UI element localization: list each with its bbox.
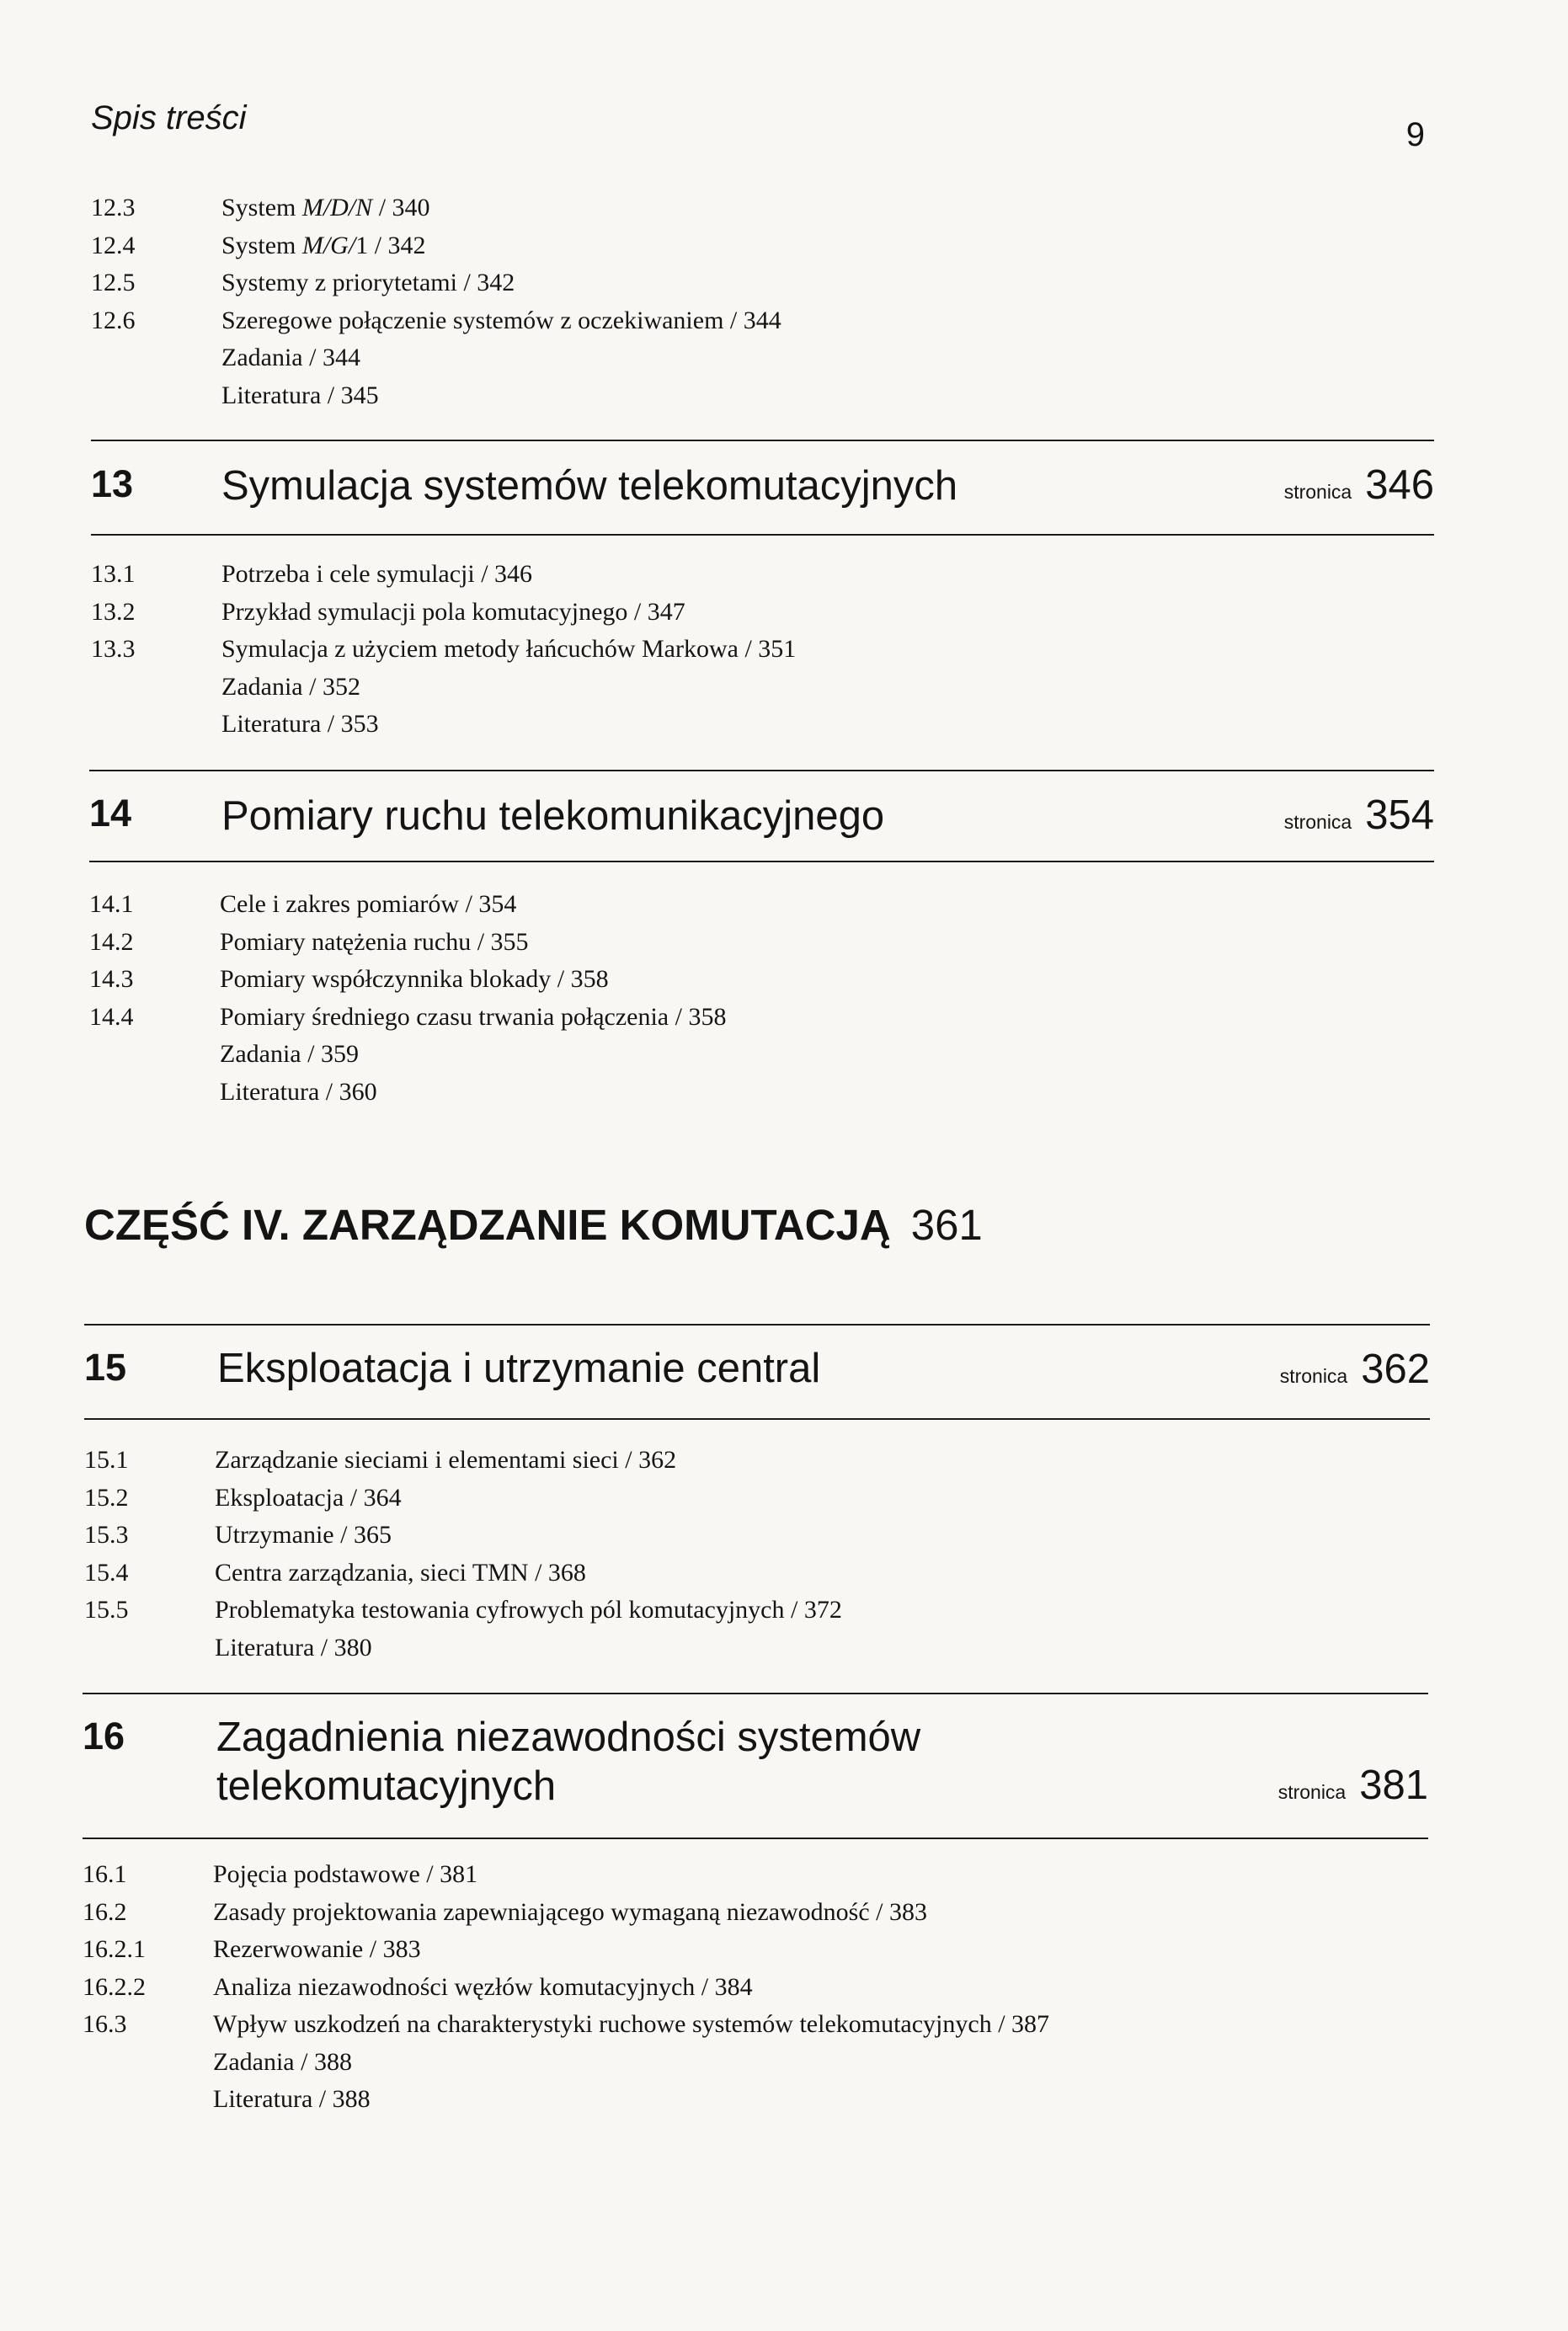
chapter-title xyxy=(221,792,884,840)
toc-entry-number: 15.3 xyxy=(84,1521,129,1549)
chapter-title-line: Pomiary ruchu telekomunikacyjnego xyxy=(221,793,885,839)
toc-entry-italic-text: M/D/N xyxy=(301,194,373,221)
toc-entry-text: Cele i zakres pomiarów / 354 xyxy=(220,890,517,918)
toc-entry-number: 13.3 xyxy=(91,635,136,663)
toc-entry-number: 16.2.1 xyxy=(83,1935,146,1963)
toc-entry-text: Pomiary natężenia ruchu / 355 xyxy=(220,927,529,956)
toc-entry xyxy=(91,706,796,744)
chapter-rule-top xyxy=(91,440,1434,441)
chapter-rule-top xyxy=(89,770,1434,771)
toc-entry-number xyxy=(89,1074,220,1112)
entries-ch15 xyxy=(84,1442,842,1667)
chapter-number: 15 xyxy=(84,1346,127,1389)
toc-entry-title xyxy=(220,961,609,999)
chapter-rule-bottom xyxy=(83,1838,1428,1839)
toc-entry-number xyxy=(84,1630,215,1667)
toc-entry-italic-text: M/G/ xyxy=(301,231,356,259)
toc-entry-title xyxy=(213,2006,1049,2044)
toc-entry-title xyxy=(221,706,379,744)
toc-entry xyxy=(91,339,781,377)
toc-entry-text: Rezerwowanie / 383 xyxy=(213,1935,421,1963)
toc-entry-number: 14.2 xyxy=(89,927,134,956)
toc-entry-title xyxy=(213,1931,421,1969)
toc-entry-text: Zadania / 388 xyxy=(213,2047,352,2076)
chapter-13-heading xyxy=(91,440,1434,536)
toc-entry-text: Pomiary współczynnika blokady / 358 xyxy=(220,965,609,993)
toc-entry-number: 15.1 xyxy=(84,1446,129,1474)
chapter-page-number: 381 xyxy=(1359,1763,1428,1808)
toc-entry xyxy=(91,556,796,594)
toc-entry-title xyxy=(221,189,430,227)
toc-entry-title xyxy=(220,886,516,924)
toc-entry xyxy=(89,886,726,924)
toc-entry-text: Analiza niezawodności węzłów komutacyjnych / 384 xyxy=(213,1972,753,2001)
toc-entry-title xyxy=(220,999,726,1037)
toc-entry-number xyxy=(91,706,221,744)
chapter-rule-top xyxy=(83,1693,1428,1694)
running-head-title: Spis treści xyxy=(91,99,247,136)
chapter-title-line: Symulacja systemów telekomutacyjnych xyxy=(221,463,958,509)
chapter-15-heading xyxy=(84,1324,1430,1420)
toc-entry-title xyxy=(215,1517,392,1555)
chapter-rule-bottom xyxy=(84,1418,1430,1420)
chapter-number: 16 xyxy=(83,1715,125,1758)
toc-entry-number: 12.5 xyxy=(91,269,136,296)
part-page-number: 361 xyxy=(910,1201,983,1249)
toc-entry-number: 15.2 xyxy=(84,1483,129,1512)
toc-entry-text: Literatura / 388 xyxy=(213,2085,371,2113)
toc-entry xyxy=(84,1480,842,1518)
toc-entry-text: Literatura / 380 xyxy=(215,1633,372,1662)
toc-entry-title xyxy=(220,1036,359,1074)
chapter-page xyxy=(1284,461,1434,509)
toc-entry-number xyxy=(91,377,221,415)
toc-entry-number: 15.4 xyxy=(84,1558,129,1587)
toc-entry-number: 13.2 xyxy=(91,597,136,626)
toc-entry-text: Eksploatacja / 364 xyxy=(215,1483,402,1512)
chapter-14-heading xyxy=(89,770,1434,862)
chapter-page xyxy=(1280,1346,1430,1393)
toc-entry xyxy=(89,999,726,1037)
toc-entry-title xyxy=(221,264,515,302)
toc-entry-number xyxy=(83,2044,213,2082)
toc-entry-title xyxy=(213,1969,753,2007)
chapter-title xyxy=(217,1344,820,1393)
chapter-rule-top xyxy=(84,1324,1430,1326)
toc-entry-text: Problematyka testowania cyfrowych pól komutacyjnych / 372 xyxy=(215,1596,842,1624)
toc-entry-title xyxy=(213,2081,371,2119)
toc-entry xyxy=(83,1931,1049,1969)
toc-entry-number: 15.5 xyxy=(84,1596,129,1624)
entries-ch12 xyxy=(91,189,781,414)
toc-entry-title xyxy=(221,594,685,632)
chapter-page-label: stronica xyxy=(1283,481,1352,503)
chapter-title xyxy=(221,461,957,510)
chapter-title-line: telekomutacyjnych xyxy=(216,1763,557,1809)
toc-entry-number xyxy=(89,1036,220,1074)
chapter-page xyxy=(1284,792,1434,839)
toc-entry-title xyxy=(221,339,360,377)
toc-entry-title xyxy=(213,1856,477,1894)
toc-entry-text: Wpływ uszkodzeń na charakterystyki ruchowe systemów telekomutacyjnych / 387 xyxy=(213,2010,1050,2038)
toc-entry xyxy=(84,1517,842,1555)
toc-entry-text: Zarządzanie sieciami i elementami sieci / 362 xyxy=(215,1446,677,1474)
toc-entry-text: Potrzeba i cele symulacji / 346 xyxy=(221,560,533,588)
toc-entry xyxy=(83,2081,1049,2119)
toc-entry-number: 14.4 xyxy=(89,1002,134,1031)
toc-entry-title xyxy=(221,669,360,707)
toc-entry-number: 16.2.2 xyxy=(83,1972,146,2001)
toc-entry xyxy=(83,2006,1049,2044)
toc-entry-text: 1 / 342 xyxy=(355,231,426,259)
toc-entry-title xyxy=(221,227,426,265)
toc-entry-text: System xyxy=(221,194,302,221)
toc-entry-title xyxy=(221,377,379,415)
toc-entry-number: 16.1 xyxy=(83,1860,127,1888)
toc-entry xyxy=(84,1442,842,1480)
toc-entry-text: Literatura / 345 xyxy=(221,381,379,409)
toc-entry xyxy=(91,264,781,302)
toc-entry-title xyxy=(221,556,532,594)
toc-entry-title xyxy=(215,1630,372,1667)
chapter-number: 14 xyxy=(89,792,132,835)
chapter-title-line: Eksploatacja i utrzymanie central xyxy=(217,1346,821,1391)
toc-entry-number: 12.4 xyxy=(91,231,136,259)
toc-entry xyxy=(91,594,796,632)
toc-entry-title xyxy=(215,1442,676,1480)
entries-ch16 xyxy=(83,1856,1049,2119)
toc-entry-text: Zasady projektowania zapewniającego wymaganą niezawodność / 383 xyxy=(213,1897,927,1926)
toc-entry-title xyxy=(215,1480,402,1518)
toc-entry-text: Utrzymanie / 365 xyxy=(215,1521,392,1549)
toc-entry xyxy=(91,669,796,707)
toc-entry-number xyxy=(91,669,221,707)
toc-entry xyxy=(84,1630,842,1667)
toc-entry xyxy=(89,924,726,962)
entries-ch13 xyxy=(91,556,796,744)
toc-entry-text: Zadania / 359 xyxy=(220,1040,359,1068)
toc-entry xyxy=(91,189,781,227)
part-heading xyxy=(84,1200,983,1250)
toc-entry-number: 12.3 xyxy=(91,194,136,221)
part-title: CZĘŚĆ IV. ZARZĄDZANIE KOMUTACJĄ xyxy=(84,1201,891,1249)
toc-entry-title xyxy=(221,302,781,340)
toc-entry-text: Literatura / 360 xyxy=(220,1077,377,1106)
toc-entry-text: Symulacja z użyciem metody łańcuchów Markowa / 351 xyxy=(221,635,797,663)
toc-entry-title xyxy=(215,1592,842,1630)
toc-entry-number: 14.3 xyxy=(89,965,134,993)
chapter-title xyxy=(216,1713,920,1811)
toc-entry-number: 13.1 xyxy=(91,560,136,588)
toc-entry xyxy=(91,631,796,669)
toc-entry xyxy=(83,1894,1049,1932)
toc-entry-title xyxy=(220,924,529,962)
toc-entry-text: Przykład symulacji pola komutacyjnego / 347 xyxy=(221,597,685,626)
chapter-title-line: Zagadnienia niezawodności systemów xyxy=(216,1715,921,1760)
toc-entry-number: 16.3 xyxy=(83,2010,127,2038)
chapter-16-heading xyxy=(83,1693,1428,1839)
page-number: 9 xyxy=(1405,116,1425,153)
chapter-page-number: 362 xyxy=(1361,1347,1430,1392)
toc-entry xyxy=(91,227,781,265)
chapter-page-label: stronica xyxy=(1277,1781,1347,1803)
toc-entry-text: Pomiary średniego czasu trwania połączenia / 358 xyxy=(220,1002,727,1031)
toc-entry xyxy=(89,961,726,999)
toc-entry-number: 12.6 xyxy=(91,306,136,334)
chapter-rule-bottom xyxy=(89,861,1434,862)
chapter-rule-bottom xyxy=(91,534,1434,536)
toc-entry xyxy=(91,302,781,340)
toc-entry-text: / 340 xyxy=(372,194,430,221)
toc-entry-title xyxy=(215,1555,586,1592)
toc-entry-number: 16.2 xyxy=(83,1897,127,1926)
toc-entry-title xyxy=(221,631,796,669)
toc-entry xyxy=(89,1036,726,1074)
chapter-number: 13 xyxy=(91,462,134,505)
toc-entry-title xyxy=(213,1894,927,1932)
toc-entry xyxy=(84,1592,842,1630)
toc-entry-number xyxy=(83,2081,213,2119)
toc-entry-text: Centra zarządzania, sieci TMN / 368 xyxy=(215,1558,586,1587)
chapter-page-number: 346 xyxy=(1365,462,1434,508)
toc-entry-text: Literatura / 353 xyxy=(221,710,379,738)
toc-entry xyxy=(89,1074,726,1112)
toc-entry-text: Szeregowe połączenie systemów z oczekiwaniem / 344 xyxy=(221,306,781,334)
toc-entry xyxy=(84,1555,842,1592)
toc-entry xyxy=(83,1856,1049,1894)
toc-entry-text: Zadania / 352 xyxy=(221,672,360,701)
toc-entry xyxy=(83,2044,1049,2082)
entries-ch14 xyxy=(89,886,726,1111)
toc-entry-text: Systemy z priorytetami / 342 xyxy=(221,269,515,296)
chapter-page-label: stronica xyxy=(1279,1365,1348,1387)
toc-entry xyxy=(83,1969,1049,2007)
toc-entry-text: Pojęcia podstawowe / 381 xyxy=(213,1860,478,1888)
chapter-page xyxy=(1278,1762,1428,1809)
toc-entry xyxy=(91,377,781,415)
toc-entry-title xyxy=(213,2044,352,2082)
toc-entry-title xyxy=(220,1074,377,1112)
toc-entry-number: 14.1 xyxy=(89,890,134,918)
page-header xyxy=(91,99,1425,153)
toc-entry-text: Zadania / 344 xyxy=(221,344,360,371)
toc-entry-text: System xyxy=(221,231,302,259)
chapter-page-number: 354 xyxy=(1365,792,1434,838)
toc-entry-number xyxy=(91,339,221,377)
chapter-page-label: stronica xyxy=(1283,811,1352,833)
